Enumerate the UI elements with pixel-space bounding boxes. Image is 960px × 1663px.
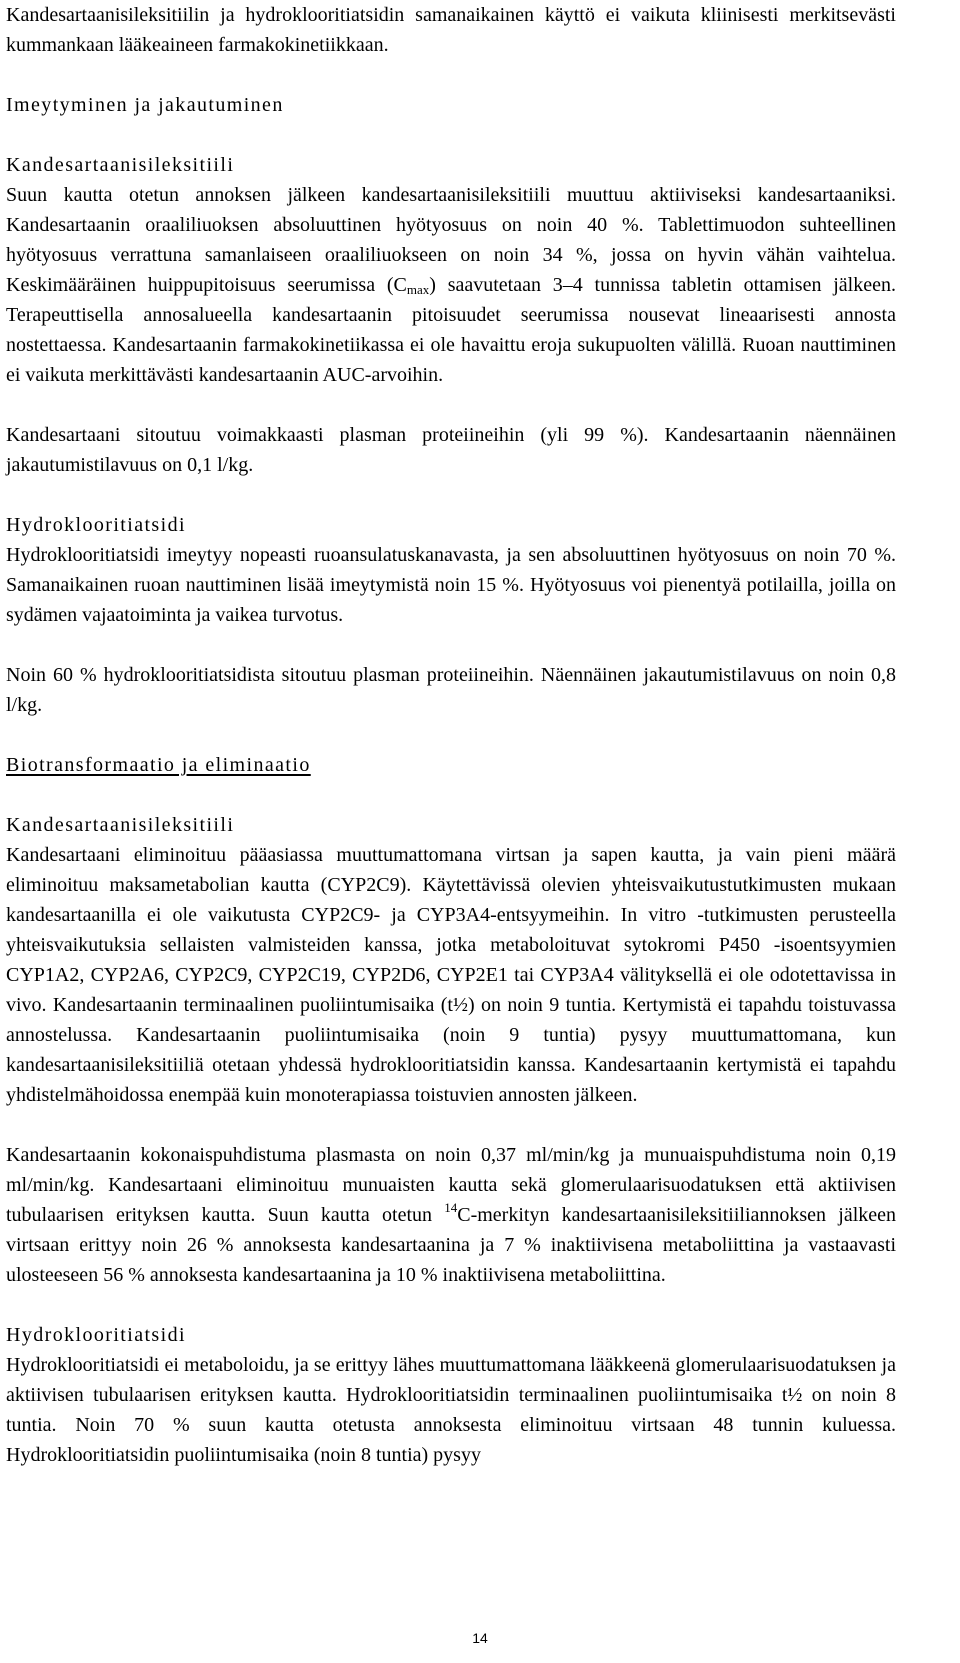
body-paragraph: Hydroklooritiatsidi ei metaboloidu, ja se erittyy lähes muuttumattomana lääkkeenä glomerulaarisuodatuksen ja aktiivisen tubulaarisen erityksen kautta. Hydroklooritiatsidin terminaalinen puoliintumisaika t½ on noin 8 tuntia. Noin 70 % suun kautta otetusta annoksesta eliminoituu virtsaan 48 tunnin kuluessa. Hydroklooritiatsidin puoliintumisaika (noin 8 tuntia) pysyy (6, 1354, 896, 1466)
superscript-text: 14 (444, 1200, 458, 1215)
paragraph-spacer (6, 1290, 896, 1320)
subsection-heading: Kandesartaanisileksitiili (6, 814, 235, 836)
page-number: 14 (472, 1630, 488, 1646)
paragraph-spacer (6, 120, 896, 150)
paragraph-spacer (6, 480, 896, 510)
subsection-heading: Kandesartaanisileksitiili (6, 154, 235, 176)
paragraph-text: Suun kautta otetun annoksen jälkeen kandesartaanisileksitiili muuttuu aktiiviseksi kandesartaaniksi. Kandesartaanin oraaliliuoksen absoluuttinen hyötyosuus on noin 40 %. Tablettimuodon suhteellinen hyötyosuus verrattuna samanlaiseen oraaliliuokseen on noin 34 %, jossa on hyvin vähän vaihtelua. Keskimääräinen huippupitoisuus seerumissa (C (6, 184, 896, 296)
paragraph-text: C-merkityn kandesartaanisileksitiiliannoksen jälkeen virtsaan erittyy noin 26 % annoksesta kandesartaanina ja 7 % inaktiivisena metaboliittina ja vastaavasti ulosteeseen 56 % annoksesta kandesartaanina ja 10 % inaktiivisena metaboliittina. (6, 1204, 897, 1286)
document-page (6, 0, 896, 1470)
subsection-heading: Hydroklooritiatsidi (6, 514, 186, 536)
body-paragraph: Hydroklooritiatsidi imeytyy nopeasti ruoansulatuskanavasta, ja sen absoluuttinen hyötyosuus on noin 70 %. Samanaikainen ruoan nauttiminen lisää imeytymistä noin 15 %. Hyötyosuus voi pienentyä potilailla, joilla on sydämen vajaatoiminta ja vaikea turvotus. (6, 544, 896, 626)
paragraph-spacer (6, 60, 896, 90)
paragraph-spacer (6, 720, 896, 750)
body-paragraph: Kandesartaani eliminoituu pääasiassa muuttumattomana virtsan ja sapen kautta, ja vain pieni määrä eliminoituu maksametabolian kautta (CYP2C9). Käytettävissä olevien yhteisvaikutustutkimusten mukaan kandesartaanilla ei ole vaikutusta CYP2C9- ja CYP3A4-entsyymeihin. In vitro -tutkimusten perusteella yhteisvaikutuksia sellaisten valmisteiden kanssa, jotka metaboloituvat sytokromi P450 -isoentsyymien CYP1A2, CYP2A6, CYP2C9, CYP2C19, CYP2D6, CYP2E1 tai CYP3A4 välityksellä ei ole odotettavissa in vivo. Kandesartaanin terminaalinen puoliintumisaika (t½) on noin 9 tuntia. Kertymistä ei tapahdu toistuvassa annostelussa. Kandesartaanin puoliintumisaika (noin 9 tuntia) pysyy muuttumattomana, kun kandesartaanisileksitiiliä otetaan yhdessä hydroklooritiatsidin kanssa. Kandesartaanin kertymistä ei tapahdu yhdistelmähoidossa enempää kuin monoterapiassa toistuvien annosten jälkeen. (6, 844, 896, 1106)
body-paragraph (6, 180, 896, 390)
paragraph-spacer (6, 780, 896, 810)
body-paragraph (6, 1140, 896, 1290)
paragraph-text: Kandesartaanin kokonaispuhdistuma plasmasta on noin 0,37 ml/min/kg ja munuaispuhdistuma noin 0,19 ml/min/kg. Kandesartaani eliminoituu munuaisten kautta sekä glomerulaarisuodatuksen että aktiivisen tubulaarisen erityksen kautta. Suun kautta otetun (6, 1144, 896, 1226)
paragraph-spacer (6, 390, 896, 420)
subsection-heading: Imeytyminen ja jakautuminen (6, 94, 284, 116)
section-heading: Biotransformaatio ja eliminaatio (6, 754, 311, 776)
body-paragraph: Noin 60 % hydroklooritiatsidista sitoutuu plasman proteiineihin. Näennäinen jakautumistilavuus on noin 0,8 l/kg. (6, 664, 896, 716)
subsection-heading: Hydroklooritiatsidi (6, 1324, 186, 1346)
paragraph-spacer (6, 630, 896, 660)
body-paragraph: Kandesartaani sitoutuu voimakkaasti plasman proteiineihin (yli 99 %). Kandesartaanin näennäinen jakautumistilavuus on 0,1 l/kg. (6, 424, 896, 476)
paragraph-text: ) saavutetaan 3–4 tunnissa tabletin ottamisen jälkeen. Terapeuttisella annosalueella kandesartaanin pitoisuudet seerumissa nousevat lineaarisesti annosta nostettaessa. Kandesartaanin farmakokinetiikassa ei ole havaittu eroja sukupuolten välillä. Ruoan nauttiminen ei vaikuta merkittävästi kandesartaanin AUC-arvoihin. (6, 274, 896, 386)
subscript-text: max (406, 282, 430, 297)
paragraph-spacer (6, 1110, 896, 1140)
body-paragraph: Kandesartaanisileksitiilin ja hydroklooritiatsidin samanaikainen käyttö ei vaikuta kliinisesti merkitsevästi kummankaan lääkeaineen farmakokinetiikkaan. (6, 4, 896, 56)
